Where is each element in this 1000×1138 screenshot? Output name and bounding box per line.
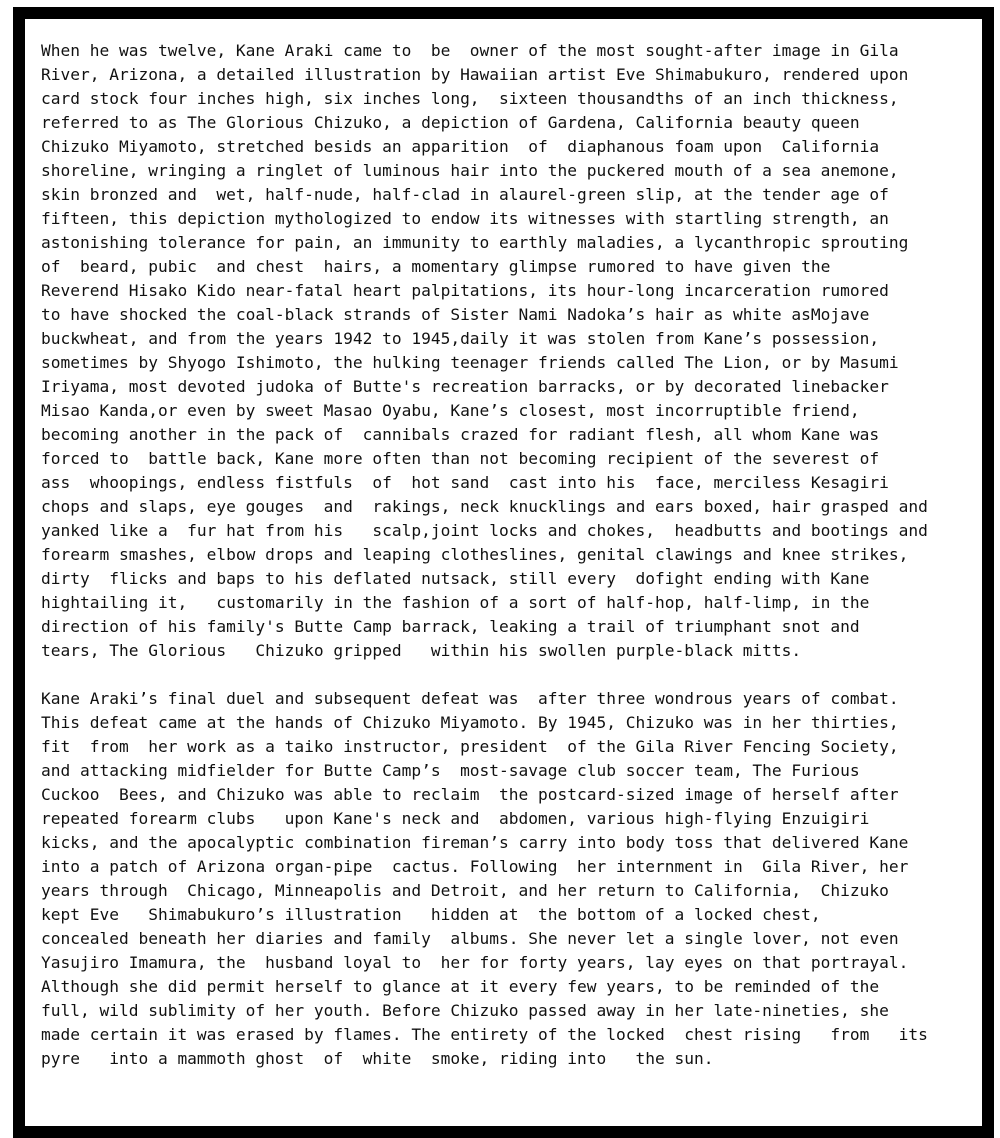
text-line: This defeat came at the hands of Chizuko Miyamoto. By 1945, Chizuko was in her thirties, — [41, 713, 899, 732]
text-line: Yasujiro Imamura, the husband loyal to her for forty years, lay eyes on that portrayal. — [41, 953, 909, 972]
text-line: pyre into a mammoth ghost of white smoke, riding into the sun. — [41, 1049, 714, 1068]
text-line: River, Arizona, a detailed illustration by Hawaiian artist Eve Shimabukuro, rendered upon — [41, 65, 909, 84]
text-line: fit from her work as a taiko instructor, president of the Gila River Fencing Society, — [41, 737, 899, 756]
text-line: Misao Kanda,or even by sweet Masao Oyabu, Kane’s closest, most incorruptible friend, — [41, 401, 860, 420]
text-line: direction of his family's Butte Camp barrack, leaking a trail of triumphant snot and — [41, 617, 860, 636]
text-line: shoreline, wringing a ringlet of luminous hair into the puckered mouth of a sea anemone, — [41, 161, 899, 180]
text-line: kicks, and the apocalyptic combination fireman’s carry into body toss that delivered Kane — [41, 833, 909, 852]
text-line: made certain it was erased by flames. The entirety of the locked chest rising from its — [41, 1025, 928, 1044]
text-line: sometimes by Shyogo Ishimoto, the hulking teenager friends called The Lion, or by Masumi — [41, 353, 899, 372]
text-line: card stock four inches high, six inches long, sixteen thousandths of an inch thickness, — [41, 89, 899, 108]
paragraph-gap — [41, 663, 961, 687]
text-line: dirty flicks and baps to his deflated nutsack, still every dofight ending with Kane — [41, 569, 870, 588]
text-line: to have shocked the coal-black strands of Sister Nami Nadoka’s hair as white asMojave — [41, 305, 870, 324]
paragraph-2 — [41, 687, 961, 1071]
text-line: buckwheat, and from the years 1942 to 1945,daily it was stolen from Kane’s possession, — [41, 329, 880, 348]
text-line: ass whoopings, endless fistfuls of hot sand cast into his face, merciless Kesagiri — [41, 473, 889, 492]
document-body — [41, 39, 961, 1071]
text-line: of beard, pubic and chest hairs, a momentary glimpse rumored to have given the — [41, 257, 831, 276]
text-line: yanked like a fur hat from his scalp,joint locks and chokes, headbutts and bootings and — [41, 521, 928, 540]
text-line: Cuckoo Bees, and Chizuko was able to reclaim the postcard-sized image of herself after — [41, 785, 899, 804]
text-line: kept Eve Shimabukuro’s illustration hidden at the bottom of a locked chest, — [41, 905, 821, 924]
text-line: astonishing tolerance for pain, an immunity to earthly maladies, a lycanthropic sprouting — [41, 233, 909, 252]
text-line: repeated forearm clubs upon Kane's neck and abdomen, various high-flying Enzuigiri — [41, 809, 870, 828]
text-line: becoming another in the pack of cannibals crazed for radiant flesh, all whom Kane was — [41, 425, 880, 444]
text-line: years through Chicago, Minneapolis and Detroit, and her return to California, Chizuko — [41, 881, 889, 900]
text-line: Iriyama, most devoted judoka of Butte's recreation barracks, or by decorated linebacker — [41, 377, 889, 396]
paragraph-1 — [41, 39, 961, 663]
text-line: forearm smashes, elbow drops and leaping clotheslines, genital clawings and knee strikes, — [41, 545, 909, 564]
text-line: tears, The Glorious Chizuko gripped within his swollen purple-black mitts. — [41, 641, 802, 660]
text-line: Kane Araki’s final duel and subsequent defeat was after three wondrous years of combat. — [41, 689, 899, 708]
text-line: full, wild sublimity of her youth. Before Chizuko passed away in her late-nineties, she — [41, 1001, 889, 1020]
text-line: Although she did permit herself to glance at it every few years, to be reminded of the — [41, 977, 880, 996]
text-line: chops and slaps, eye gouges and rakings, neck knucklings and ears boxed, hair grasped and — [41, 497, 928, 516]
text-line: and attacking midfielder for Butte Camp’s most-savage club soccer team, The Furious — [41, 761, 860, 780]
text-line: fifteen, this depiction mythologized to endow its witnesses with startling strength, an — [41, 209, 889, 228]
text-line: concealed beneath her diaries and family albums. She never let a single lover, not even — [41, 929, 899, 948]
text-line: forced to battle back, Kane more often than not becoming recipient of the severest of — [41, 449, 880, 468]
text-line: into a patch of Arizona organ-pipe cactus. Following her internment in Gila River, her — [41, 857, 909, 876]
text-line: When he was twelve, Kane Araki came to be owner of the most sought-after image in Gila — [41, 41, 899, 60]
text-line: skin bronzed and wet, half-nude, half-clad in alaurel-green slip, at the tender age of — [41, 185, 889, 204]
text-line: referred to as The Glorious Chizuko, a depiction of Gardena, California beauty queen — [41, 113, 860, 132]
text-line: Reverend Hisako Kido near-fatal heart palpitations, its hour-long incarceration rumored — [41, 281, 889, 300]
text-line: hightailing it, customarily in the fashion of a sort of half-hop, half-limp, in the — [41, 593, 870, 612]
text-line: Chizuko Miyamoto, stretched besids an apparition of diaphanous foam upon California — [41, 137, 880, 156]
